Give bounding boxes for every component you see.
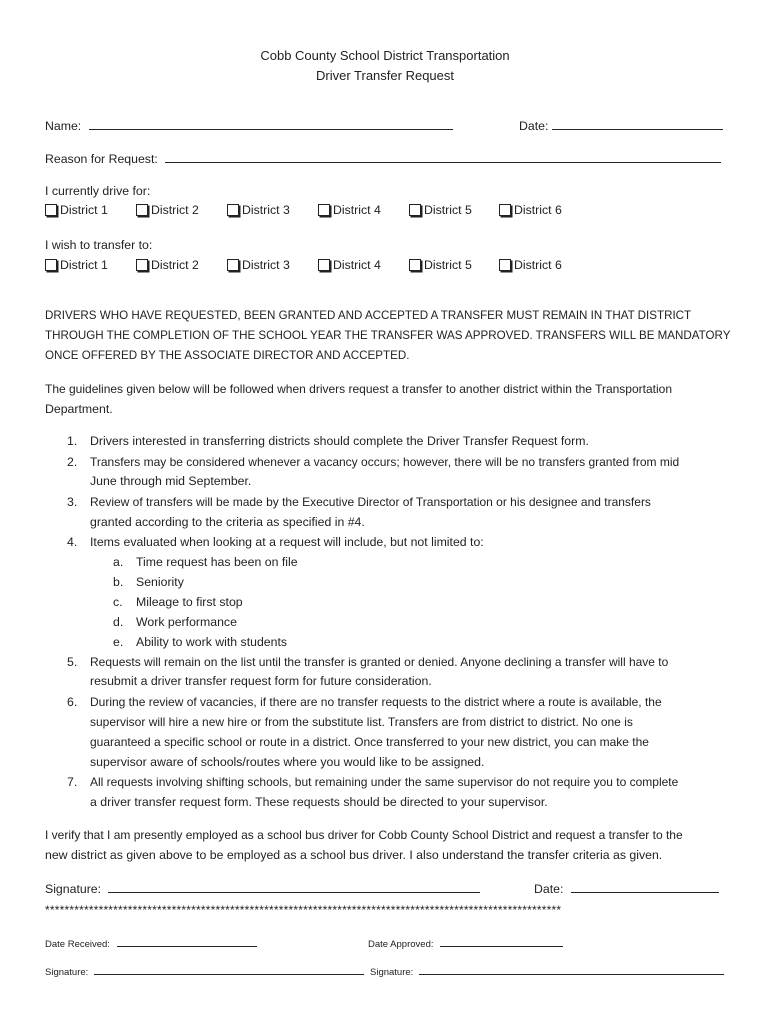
notice-line-1: DRIVERS WHO HAVE REQUESTED, BEEN GRANTED AND ACCEPTED A TRANSFER MUST REMAIN IN THAT DISTRICT: [45, 309, 692, 322]
office-signature-1-input-line[interactable]: [94, 965, 364, 975]
signature-date-label: Date:: [534, 882, 564, 896]
transfer-district-label: I wish to transfer to:: [45, 238, 153, 252]
verify-line-2: new district as given above to be employed as a school bus driver. I also understand the transfer criteria as given.: [45, 848, 663, 862]
name-label: Name:: [45, 119, 82, 133]
checkbox-icon[interactable]: [318, 204, 330, 216]
office-signature-2-label: Signature:: [370, 967, 414, 978]
list-number: 7.: [67, 775, 78, 789]
sublist-item: Work performance: [136, 615, 237, 629]
list-item: All requests involving shifting schools, but remaining under the same supervisor do not require you to complete: [90, 775, 679, 789]
current-district-5[interactable]: District 5: [409, 203, 472, 217]
sublist-item: Mileage to first stop: [136, 595, 243, 609]
sublist-letter: e.: [113, 635, 124, 649]
sublist-letter: c.: [113, 595, 123, 609]
separator-stars: **********************************************************************************************************: [45, 903, 562, 917]
checkbox-icon[interactable]: [227, 259, 239, 271]
checkbox-icon[interactable]: [227, 204, 239, 216]
current-district-4[interactable]: District 4: [318, 203, 381, 217]
list-item: Requests will remain on the list until the transfer is granted or denied. Anyone declining a transfer will have to: [90, 655, 669, 669]
checkbox-icon[interactable]: [499, 204, 511, 216]
list-item: Review of transfers will be made by the Executive Director of Transportation or his designee and transfers: [90, 495, 651, 509]
reason-field: [45, 151, 721, 166]
sublist-letter: b.: [113, 575, 124, 589]
form-subtitle: Driver Transfer Request: [316, 68, 454, 83]
list-item: Drivers interested in transferring districts should complete the Driver Transfer Request form.: [90, 434, 589, 448]
reason-label: Reason for Request:: [45, 152, 158, 166]
transfer-district-3[interactable]: District 3: [227, 258, 290, 272]
signature-date-field: [534, 881, 719, 896]
form-title: Cobb County School District Transportation: [260, 48, 510, 63]
guidelines-intro-1: The guidelines given below will be followed when drivers request a transfer to another district within the Transportation: [45, 382, 672, 396]
reason-input-line[interactable]: [165, 151, 721, 163]
date-received-field: [45, 937, 257, 950]
list-item-cont: June through mid September.: [90, 474, 252, 488]
transfer-district-5[interactable]: District 5: [409, 258, 472, 272]
list-item-cont: a driver transfer request form. These requests should be directed to your supervisor.: [90, 795, 548, 809]
date-approved-field: [368, 937, 563, 950]
current-district-3[interactable]: District 3: [227, 203, 290, 217]
date-received-input-line[interactable]: [117, 937, 257, 947]
list-item-cont: resubmit a driver transfer request form for future consideration.: [90, 674, 432, 688]
list-number: 6.: [67, 695, 78, 709]
checkbox-icon[interactable]: [45, 204, 57, 216]
sublist-item: Time request has been on file: [136, 555, 298, 569]
date-approved-input-line[interactable]: [440, 937, 563, 947]
current-district-6[interactable]: District 6: [499, 203, 562, 217]
date-field: [519, 118, 723, 133]
date-label: Date:: [519, 119, 549, 133]
sublist-letter: a.: [113, 555, 124, 569]
transfer-district-2[interactable]: District 2: [136, 258, 199, 272]
sublist-item: Ability to work with students: [136, 635, 288, 649]
signature-date-input-line[interactable]: [571, 881, 719, 893]
checkbox-icon[interactable]: [318, 259, 330, 271]
current-district-label: I currently drive for:: [45, 184, 151, 198]
list-number: 2.: [67, 455, 78, 469]
transfer-district-6[interactable]: District 6: [499, 258, 562, 272]
name-field: [45, 118, 453, 133]
date-approved-label: Date Approved:: [368, 939, 434, 950]
notice-line-2: THROUGH THE COMPLETION OF THE SCHOOL YEAR THE TRANSFER WAS APPROVED. TRANSFERS WILL BE MANDATORY: [45, 329, 731, 342]
signature-label: Signature:: [45, 882, 102, 896]
name-input-line[interactable]: [89, 118, 453, 130]
office-signature-1-field: [45, 965, 364, 978]
list-item: Items evaluated when looking at a request will include, but not limited to:: [90, 535, 484, 549]
list-item-cont: guaranteed a specific school or route in a district. Once transferred to your new district, you can make the: [90, 735, 649, 749]
guidelines-intro-2: Department.: [45, 402, 113, 416]
checkbox-icon[interactable]: [409, 204, 421, 216]
verify-line-1: I verify that I am presently employed as a school bus driver for Cobb County School District and request a transfer to the: [45, 828, 683, 842]
office-signature-2-input-line[interactable]: [419, 965, 724, 975]
list-number: 4.: [67, 535, 78, 549]
office-signature-1-label: Signature:: [45, 967, 89, 978]
signature-field: [45, 881, 480, 896]
list-item: Transfers may be considered whenever a vacancy occurs; however, there will be no transfers granted from mid: [90, 455, 680, 469]
current-district-2[interactable]: District 2: [136, 203, 199, 217]
list-number: 3.: [67, 495, 78, 509]
date-input-line[interactable]: [552, 118, 723, 130]
signature-input-line[interactable]: [108, 881, 480, 893]
current-district-1[interactable]: District 1: [45, 203, 108, 217]
checkbox-icon[interactable]: [499, 259, 511, 271]
date-received-label: Date Received:: [45, 939, 110, 950]
list-item: During the review of vacancies, if there are no transfer requests to the district where a route is available, the: [90, 695, 662, 709]
list-item-cont: supervisor aware of schools/routes where you would like to be assigned.: [90, 755, 485, 769]
sublist-item: Seniority: [136, 575, 184, 589]
checkbox-icon[interactable]: [136, 204, 148, 216]
transfer-district-1[interactable]: District 1: [45, 258, 108, 272]
list-number: 1.: [67, 434, 78, 448]
checkbox-icon[interactable]: [45, 259, 57, 271]
list-number: 5.: [67, 655, 78, 669]
transfer-district-4[interactable]: District 4: [318, 258, 381, 272]
checkbox-icon[interactable]: [409, 259, 421, 271]
list-item-cont: supervisor will hire a new hire or from the substitute list. Transfers are from district to district. No one is: [90, 715, 633, 729]
office-signature-2-field: [370, 965, 724, 978]
list-item-cont: granted according to the criteria as specified in #4.: [90, 515, 365, 529]
checkbox-icon[interactable]: [136, 259, 148, 271]
notice-line-3: ONCE OFFERED BY THE ASSOCIATE DIRECTOR AND ACCEPTED.: [45, 349, 410, 362]
sublist-letter: d.: [113, 615, 124, 629]
